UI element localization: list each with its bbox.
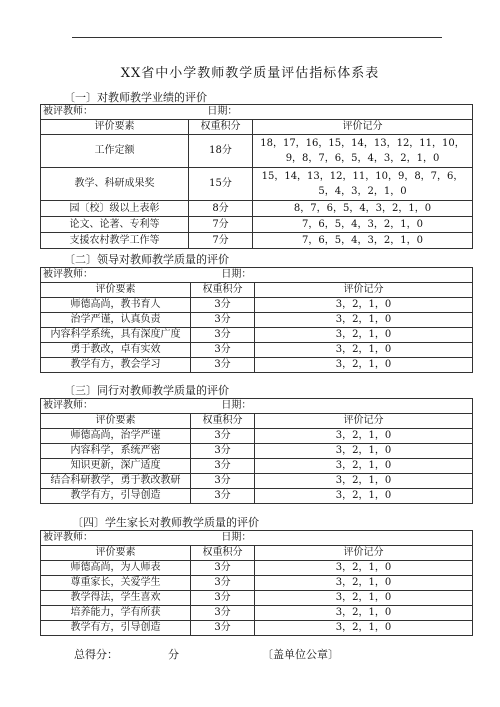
col-header-score: 评价记分 bbox=[253, 120, 473, 135]
date-label: 日期： bbox=[221, 532, 252, 543]
col-header-item: 评价要素 bbox=[41, 283, 191, 298]
row-item: 教学、科研成果奖 bbox=[41, 168, 189, 201]
row-weight: 3分 bbox=[191, 429, 255, 444]
row-weight: 8分 bbox=[189, 201, 253, 217]
table-header-row bbox=[41, 531, 473, 546]
row-score: 3，2，1，0 bbox=[255, 576, 473, 591]
row-item: 教学得法，学生喜欢 bbox=[41, 591, 191, 606]
total-score-label: 总得分： bbox=[74, 648, 118, 661]
row-item: 教学有方，引导创造 bbox=[41, 621, 191, 636]
row-weight: 7分 bbox=[189, 217, 253, 233]
row-weight: 3分 bbox=[191, 561, 255, 576]
row-item: 教学有方，教会学习 bbox=[41, 358, 191, 373]
row-weight: 3分 bbox=[191, 621, 255, 636]
col-header-score: 评价记分 bbox=[255, 283, 473, 298]
row-score: 3，2，1，0 bbox=[255, 621, 473, 636]
col-header-weight: 权重积分 bbox=[191, 414, 255, 429]
row-score: 3，2，1，0 bbox=[255, 298, 473, 313]
table-row bbox=[41, 358, 473, 373]
table-row bbox=[41, 459, 473, 474]
table-row bbox=[41, 444, 473, 459]
table-row bbox=[41, 606, 473, 621]
row-score: 15，14，13，12，11，10，9，8，7，6，5，4，3，2，1，0 bbox=[253, 168, 473, 201]
row-item: 内容科学系统，具有深度广度 bbox=[41, 328, 191, 343]
table-header-row bbox=[41, 268, 473, 283]
row-score: 3，2，1，0 bbox=[255, 459, 473, 474]
table-row bbox=[41, 298, 473, 313]
row-item: 培养能力，学有所获 bbox=[41, 606, 191, 621]
teacher-date-cell bbox=[41, 268, 473, 283]
section-3-table bbox=[40, 398, 473, 504]
page-title: XX省中小学教师教学质量评估指标体系表 bbox=[120, 66, 380, 81]
row-score: 3，2，1，0 bbox=[255, 561, 473, 576]
date-label: 日期： bbox=[221, 269, 252, 280]
table-row bbox=[41, 576, 473, 591]
row-item: 尊重家长，关爱学生 bbox=[41, 576, 191, 591]
row-item: 知识更新，深广适度 bbox=[41, 459, 191, 474]
row-weight: 3分 bbox=[191, 343, 255, 358]
row-item: 工作定额 bbox=[41, 135, 189, 168]
column-header-row bbox=[41, 546, 473, 561]
col-header-item: 评价要素 bbox=[41, 546, 191, 561]
row-item: 内容科学，系统严密 bbox=[41, 444, 191, 459]
row-weight: 3分 bbox=[191, 474, 255, 489]
col-header-item: 评价要素 bbox=[41, 120, 189, 135]
section-1-heading: 〔一〕对教师教学业绩的评价 bbox=[64, 91, 207, 104]
table-row bbox=[41, 474, 473, 489]
row-score: 3，2，1，0 bbox=[255, 358, 473, 373]
total-score-unit: 分 bbox=[168, 648, 179, 661]
table-row bbox=[41, 621, 473, 636]
teacher-label: 被评教师： bbox=[43, 532, 93, 543]
date-label: 日期： bbox=[207, 106, 238, 117]
section-2-table bbox=[40, 267, 473, 373]
row-score: 3，2，1，0 bbox=[255, 474, 473, 489]
row-item: 结合科研教学，勇于教改教研 bbox=[41, 474, 191, 489]
row-weight: 3分 bbox=[191, 328, 255, 343]
col-header-weight: 权重积分 bbox=[189, 120, 253, 135]
teacher-date-cell bbox=[41, 531, 473, 546]
section-1-table bbox=[40, 104, 473, 249]
row-item: 师德高尚，为人师表 bbox=[41, 561, 191, 576]
row-score: 7，6，5，4，3，2，1，0 bbox=[253, 217, 473, 233]
table-row bbox=[41, 343, 473, 358]
table-row bbox=[41, 429, 473, 444]
row-score: 3，2，1，0 bbox=[255, 313, 473, 328]
table-row bbox=[41, 201, 473, 217]
row-item: 论文、论著、专利等 bbox=[41, 217, 189, 233]
row-score: 7，6，5，4，3，2，1，0 bbox=[253, 233, 473, 249]
teacher-date-cell bbox=[41, 105, 473, 120]
table-row bbox=[41, 561, 473, 576]
section-2-heading: 〔二〕领导对教师教学质量的评价 bbox=[64, 253, 229, 266]
row-score: 3，2，1，0 bbox=[255, 343, 473, 358]
row-score: 18，17，16，15，14，13，12，11，10，9，8，7，6，5，4，3，2，1，0 bbox=[253, 135, 473, 168]
row-item: 师德高尚，教书育人 bbox=[41, 298, 191, 313]
column-header-row bbox=[41, 414, 473, 429]
col-header-score: 评价记分 bbox=[255, 546, 473, 561]
row-item: 支援农村教学工作等 bbox=[41, 233, 189, 249]
row-item: 教学有方，引导创造 bbox=[41, 489, 191, 504]
col-header-weight: 权重积分 bbox=[191, 546, 255, 561]
row-score: 3，2，1，0 bbox=[255, 444, 473, 459]
row-item: 勇于教改，卓有实效 bbox=[41, 343, 191, 358]
row-weight: 15分 bbox=[189, 168, 253, 201]
col-header-item: 评价要素 bbox=[41, 414, 191, 429]
table-row bbox=[41, 135, 473, 168]
table-row bbox=[41, 591, 473, 606]
row-weight: 7分 bbox=[189, 233, 253, 249]
section-3-heading: 〔三〕同行对教师教学质量的评价 bbox=[64, 384, 229, 397]
row-score: 3，2，1，0 bbox=[255, 489, 473, 504]
section-4-table bbox=[40, 530, 473, 636]
table-row bbox=[41, 168, 473, 201]
section-4-heading: 〔四〕学生家长对教师教学质量的评价 bbox=[72, 516, 259, 529]
teacher-label: 被评教师： bbox=[43, 400, 93, 411]
column-header-row bbox=[41, 120, 473, 135]
row-weight: 3分 bbox=[191, 591, 255, 606]
seal-note: 〔盖单位公章〕 bbox=[262, 648, 339, 661]
row-weight: 3分 bbox=[191, 313, 255, 328]
teacher-date-cell bbox=[41, 399, 473, 414]
table-row bbox=[41, 328, 473, 343]
row-item: 治学严谨，认真负责 bbox=[41, 313, 191, 328]
row-score: 3，2，1，0 bbox=[255, 591, 473, 606]
table-row bbox=[41, 217, 473, 233]
row-weight: 3分 bbox=[191, 298, 255, 313]
col-header-weight: 权重积分 bbox=[191, 283, 255, 298]
row-weight: 3分 bbox=[191, 459, 255, 474]
row-weight: 3分 bbox=[191, 606, 255, 621]
row-score: 3，2，1，0 bbox=[255, 429, 473, 444]
row-weight: 18分 bbox=[189, 135, 253, 168]
table-row bbox=[41, 313, 473, 328]
table-row bbox=[41, 233, 473, 249]
table-row bbox=[41, 489, 473, 504]
teacher-label: 被评教师： bbox=[43, 106, 93, 117]
header-rule bbox=[72, 37, 442, 38]
col-header-score: 评价记分 bbox=[255, 414, 473, 429]
row-score: 3，2，1，0 bbox=[255, 328, 473, 343]
date-label: 日期： bbox=[221, 400, 252, 411]
row-item: 师德高尚，治学严谨 bbox=[41, 429, 191, 444]
row-weight: 3分 bbox=[191, 576, 255, 591]
row-score: 8，7，6，5，4，3，2，1，0 bbox=[253, 201, 473, 217]
table-header-row bbox=[41, 105, 473, 120]
row-item: 园〔校〕级以上表彰 bbox=[41, 201, 189, 217]
row-weight: 3分 bbox=[191, 489, 255, 504]
teacher-label: 被评教师： bbox=[43, 269, 93, 280]
row-weight: 3分 bbox=[191, 358, 255, 373]
table-header-row bbox=[41, 399, 473, 414]
row-score: 3，2，1，0 bbox=[255, 606, 473, 621]
row-weight: 3分 bbox=[191, 444, 255, 459]
column-header-row bbox=[41, 283, 473, 298]
